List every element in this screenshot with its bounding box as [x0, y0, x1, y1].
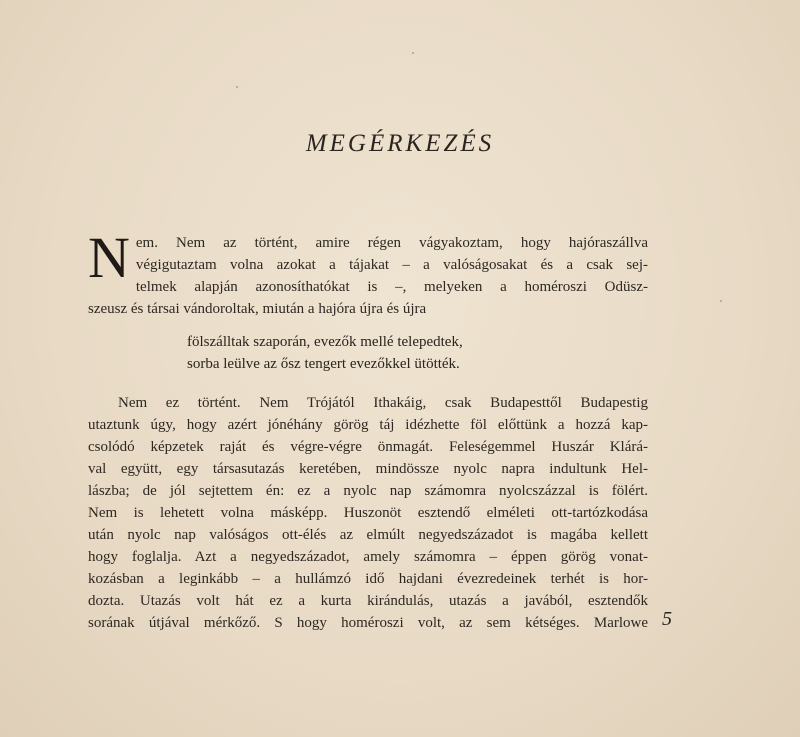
paragraph-line: csolódó képzetek raját és végre-végre önmagát. Feleségemmel Huszár Klárá- — [88, 439, 648, 455]
paragraph-line: végigutaztam volna azokat a tájakat – a valóságosakat és a csak sej- — [135, 257, 648, 273]
paragraph-line: sorának útjával mérkőző. S hogy homéroszi volt, az sem kétséges. Marlowe — [88, 615, 648, 631]
second-paragraph — [88, 392, 648, 634]
paragraph-line: szeusz és társai vándoroltak, miután a hajóra újra és újra — [88, 301, 427, 317]
paper-speck — [236, 86, 238, 88]
paragraph-line: dozta. Utazás volt hát ez a kurta kirándulás, utazás a javából, esztendők — [88, 593, 648, 609]
paper-speck — [412, 52, 414, 54]
paragraph-line: Nem ez történt. Nem Trójától Ithakáig, csak Budapesttől Budapestig — [118, 395, 648, 411]
chapter-title: MEGÉRKEZÉS — [305, 130, 495, 157]
paragraph-line: utaztunk úgy, hogy azért jónéhány görög táj idézhette föl előttünk a hozzá kap- — [88, 417, 648, 433]
paragraph-line: kozásban a leginkább – a hullámzó idő hajdani évezredeinek terhét is hor- — [88, 571, 648, 587]
paragraph-line: hogy foglalja. Azt a negyedszázadot, amely számomra – éppen görög vonat- — [88, 549, 648, 565]
paragraph-line: val együtt, egy társasutazás keretében, mindössze nyolc napra indultunk Hel- — [88, 461, 648, 477]
paragraph-line: em. Nem az történt, amire régen vágyakoztam, hogy hajóraszállva — [135, 235, 648, 251]
paragraph-line: telmek alapján azonosíthatókat is –, melyeken a homéroszi Odüsz- — [135, 279, 648, 295]
drop-cap-letter: N — [88, 225, 130, 290]
paragraph-line: lászba; de jól sejtettem én: ez a nyolc nap számomra nyolcszázzal is fölért. — [88, 483, 648, 499]
page-number: 5 — [662, 608, 672, 630]
paragraph-line: Nem is lehetett volna másképp. Huszonöt esztendő elméleti ott-tartózkodása — [88, 505, 648, 521]
verse-line: sorba leülve az ősz tengert evezőkkel ütötték. — [187, 356, 460, 372]
paragraph-line: után nyolc nap valóságos ott-élés az elmúlt negyedszázadot is magába kellett — [88, 527, 648, 543]
opening-paragraph — [88, 225, 648, 320]
paper-speck — [720, 300, 722, 302]
verse-quote — [187, 331, 463, 375]
verse-line: fölszálltak szaporán, evezők mellé telepedtek, — [187, 334, 463, 350]
